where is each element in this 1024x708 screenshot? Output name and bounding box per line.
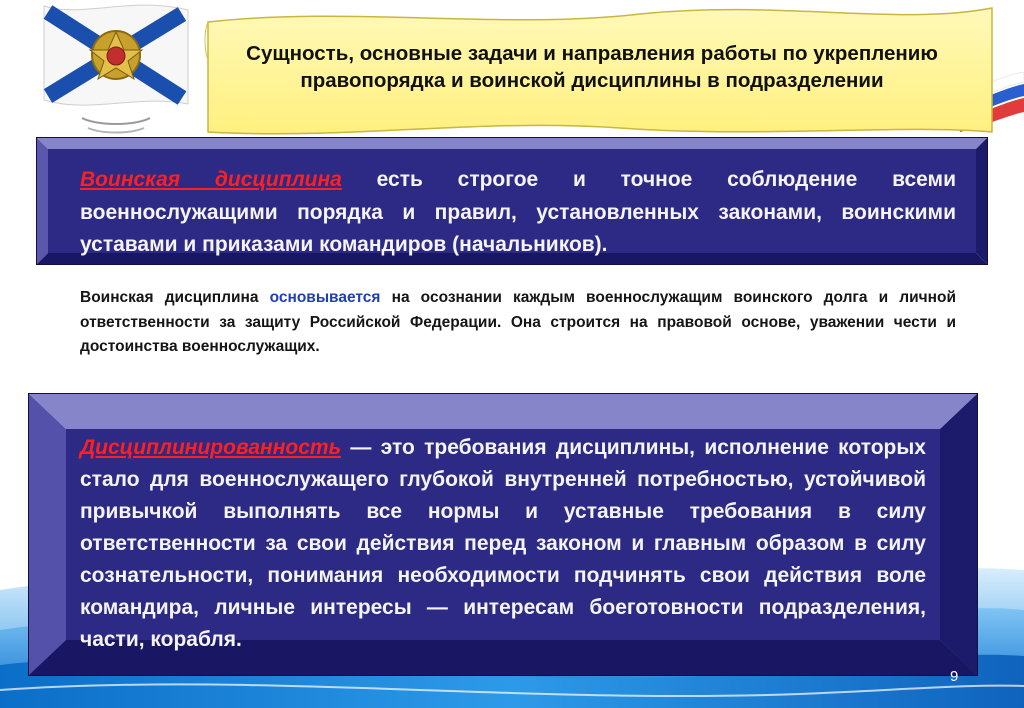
definition-military-discipline	[80, 164, 956, 262]
paragraph-highlight: основывается	[269, 289, 381, 306]
discipline-basis-paragraph	[80, 286, 956, 360]
definition-1-body: есть строгое и точное соблюдение всеми военнослужащими порядка и правил, установленных законами, воинскими уставами и приказами командиров (начальников).	[80, 168, 956, 256]
page-number: 9	[950, 668, 959, 685]
definition-2-body: — это требования дисциплины, исполнение которых стало для военнослужащего глубокой внутренней потребностью, устойчивой привычкой выполнять все нормы и уставные требования в силу ответственности за свои действия перед законом и главным образом в силу сознательности, понимания необходимости подчинять свои действия воле командира, личные интересы — интересам боеготовности подразделения, части, корабля.	[80, 436, 926, 651]
term-military-discipline: Воинская дисциплина	[80, 168, 342, 191]
navy-flag-emblem-icon	[42, 0, 190, 140]
term-disciplinedness: Дисциплинированность	[80, 436, 342, 459]
paragraph-lead: Воинская дисциплина	[80, 289, 270, 306]
paragraph-rest: на осознании каждым военнослужащим воинского долга и личной ответственности за защиту Российской Федерации. Она строится на правовой основе, уважении чести и достоинства военнослужащих.	[80, 289, 956, 355]
definition-disciplinedness	[80, 432, 926, 656]
slide-title: Сущность, основные задачи и направления работы по укреплению правопорядка и воинской дисциплины в подразделении	[246, 42, 938, 92]
